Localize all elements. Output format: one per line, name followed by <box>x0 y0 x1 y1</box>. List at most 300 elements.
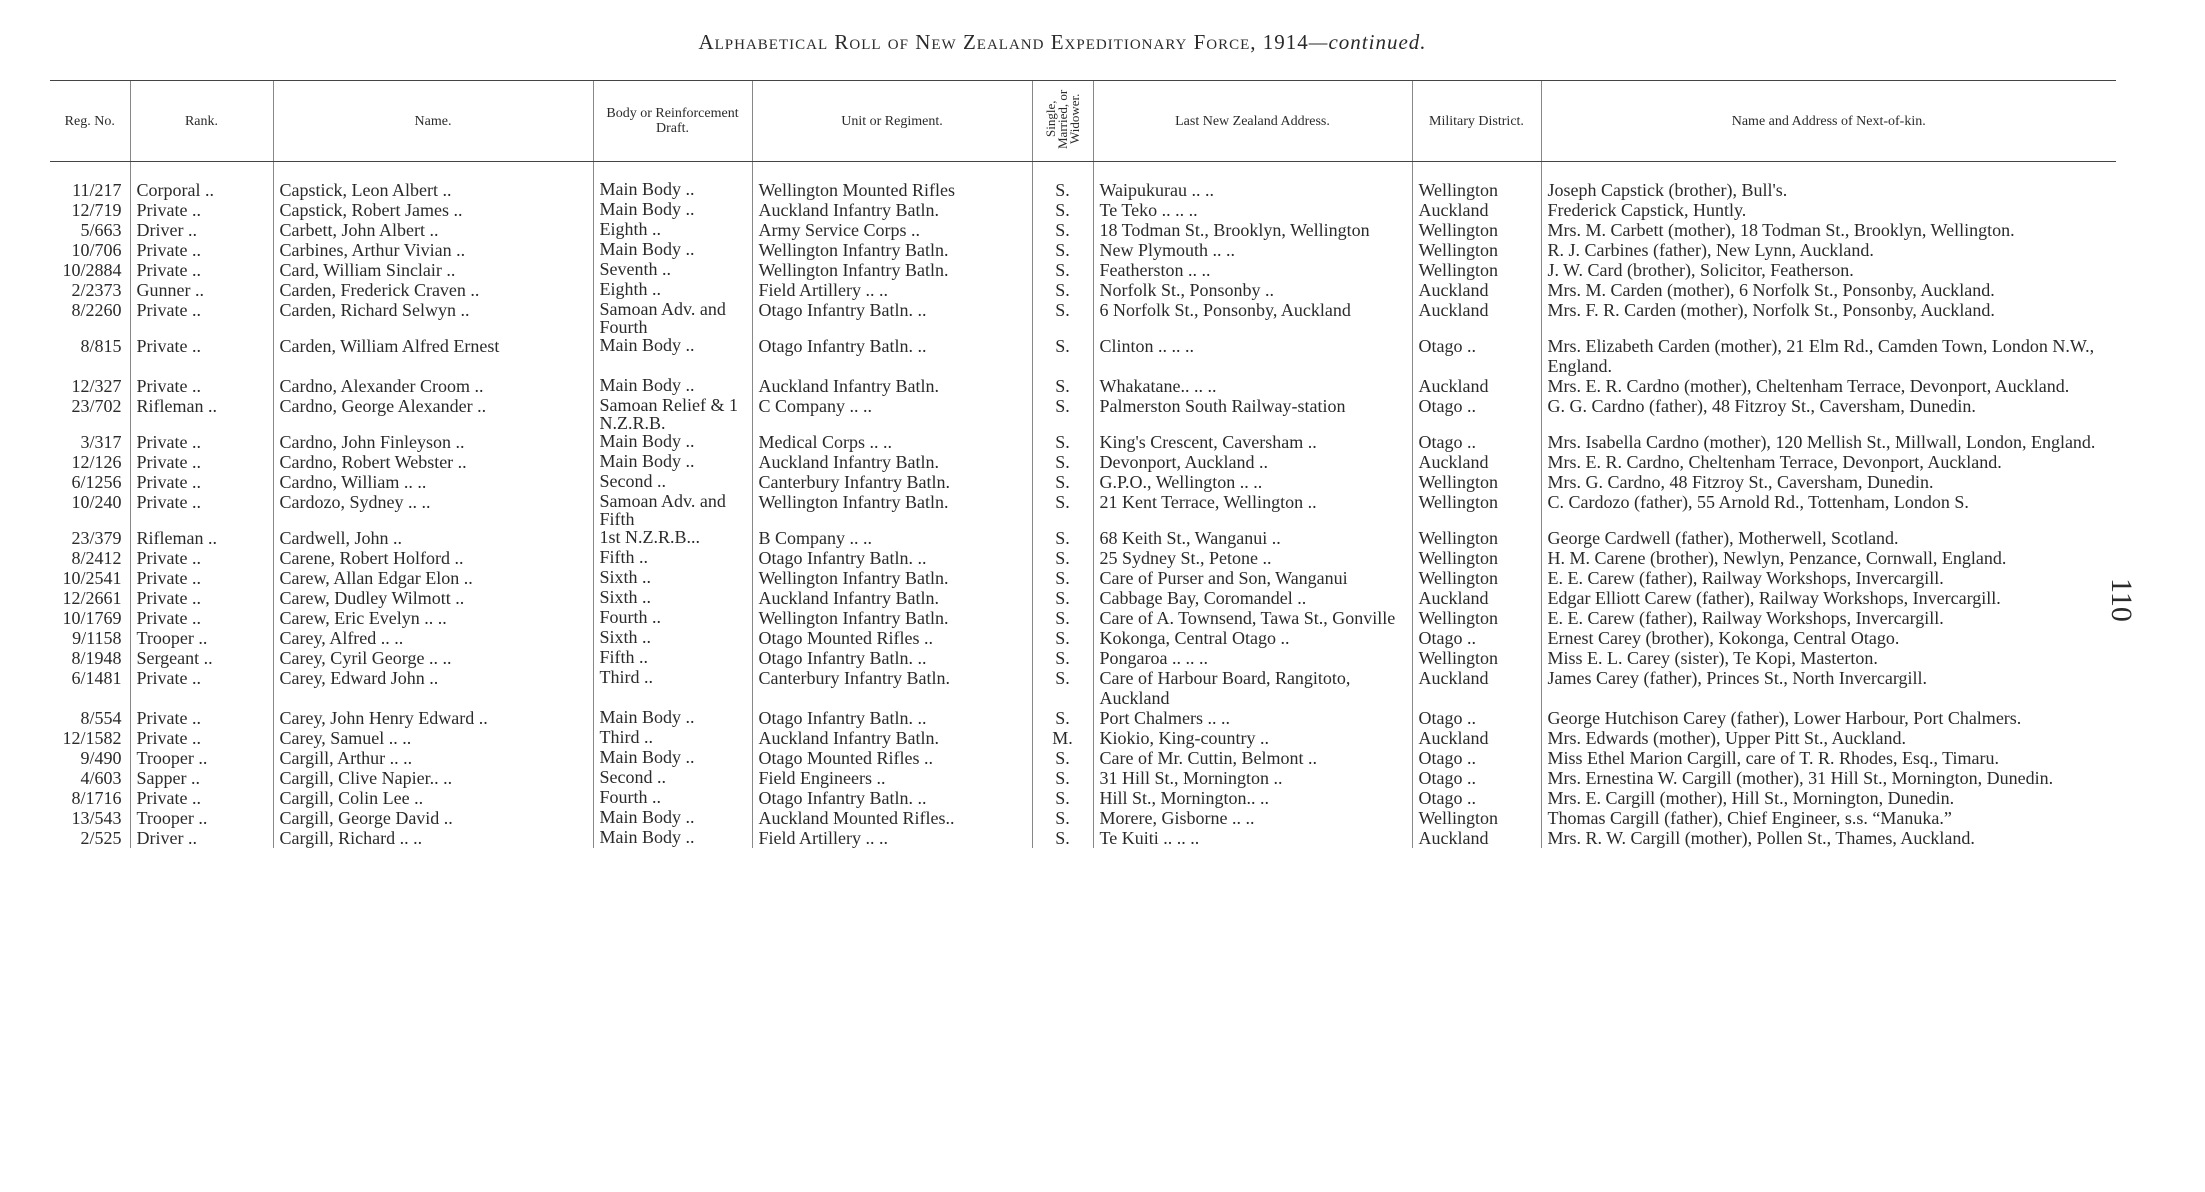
address-cell: 25 Sydney St., Petone .. <box>1093 548 1412 568</box>
table-row <box>50 432 2116 452</box>
table-row <box>50 336 2116 376</box>
unit-cell: Field Engineers .. <box>752 768 1032 788</box>
address-cell: Kokonga, Central Otago .. <box>1093 628 1412 648</box>
unit-cell: Wellington Infantry Batln. <box>752 492 1032 528</box>
col-header-body-draft: Body or Reinforcement Draft. <box>593 81 752 162</box>
name-cell: Carbett, John Albert .. <box>273 220 593 240</box>
address-cell: King's Crescent, Caversham .. <box>1093 432 1412 452</box>
address-cell: Te Kuiti .. .. .. <box>1093 828 1412 848</box>
unit-cell: Auckland Infantry Batln. <box>752 452 1032 472</box>
district-cell: Otago .. <box>1412 748 1541 768</box>
marital-status-cell: S. <box>1032 608 1093 628</box>
body-draft-cell: Third .. <box>593 728 752 748</box>
reg-no-cell: 6/1481 <box>71 668 122 688</box>
unit-cell: Otago Infantry Batln. .. <box>752 548 1032 568</box>
table-row <box>50 648 2116 668</box>
name-cell: Carene, Robert Holford .. <box>273 548 593 568</box>
name-cell: Carey, Cyril George .. .. <box>273 648 593 668</box>
table-row <box>50 260 2116 280</box>
district-cell: Otago .. <box>1412 708 1541 728</box>
name-cell: Carew, Dudley Wilmott .. <box>273 588 593 608</box>
rank-cell: Rifleman .. <box>130 528 273 548</box>
address-cell: 21 Kent Terrace, Wellington .. <box>1093 492 1412 528</box>
reg-no-cell: 12/2661 <box>62 588 122 608</box>
rank-cell: Private .. <box>130 608 273 628</box>
table-row <box>50 200 2116 220</box>
body-draft-cell: Samoan Adv. and Fifth <box>593 492 752 528</box>
body-draft-cell: Seventh .. <box>593 260 752 280</box>
rank-cell: Private .. <box>130 472 273 492</box>
address-cell: G.P.O., Wellington .. .. <box>1093 472 1412 492</box>
marital-status-cell: S. <box>1032 808 1093 828</box>
reg-no-cell: 8/554 <box>80 708 122 728</box>
next-of-kin-cell: Frederick Capstick, Huntly. <box>1541 200 2116 220</box>
reg-no-cell: 8/2260 <box>71 300 122 320</box>
marital-status-cell: S. <box>1032 300 1093 336</box>
body-draft-cell: Fourth .. <box>593 608 752 628</box>
reg-no-cell: 12/719 <box>71 200 122 220</box>
body-draft-cell: Sixth .. <box>593 588 752 608</box>
address-cell: Care of Purser and Son, Wanganui <box>1093 568 1412 588</box>
name-cell: Cargill, Colin Lee .. <box>273 788 593 808</box>
rank-cell: Private .. <box>130 376 273 396</box>
marital-status-cell: S. <box>1032 568 1093 588</box>
table-row <box>50 180 2116 200</box>
name-cell: Carden, Richard Selwyn .. <box>273 300 593 336</box>
table-row <box>50 492 2116 528</box>
name-cell: Cargill, Richard .. .. <box>273 828 593 848</box>
table-row <box>50 728 2116 748</box>
body-draft-cell: Fifth .. <box>593 648 752 668</box>
body-draft-cell: Fourth .. <box>593 788 752 808</box>
marital-status-cell: S. <box>1032 788 1093 808</box>
reg-no-cell: 8/2412 <box>71 548 122 568</box>
table-row <box>50 628 2116 648</box>
next-of-kin-cell: Mrs. F. R. Carden (mother), Norfolk St., Ponsonby, Auckland. <box>1541 300 2116 336</box>
marital-status-cell: S. <box>1032 336 1093 376</box>
table-row <box>50 788 2116 808</box>
unit-cell: Wellington Infantry Batln. <box>752 260 1032 280</box>
reg-no-cell: 12/1582 <box>62 728 122 748</box>
marital-status-cell: S. <box>1032 200 1093 220</box>
rank-cell: Driver .. <box>130 828 273 848</box>
marital-status-cell: S. <box>1032 588 1093 608</box>
reg-no-cell: 10/706 <box>71 240 122 260</box>
table-row <box>50 548 2116 568</box>
name-cell: Capstick, Robert James .. <box>273 200 593 220</box>
district-cell: Otago .. <box>1412 628 1541 648</box>
next-of-kin-cell: Mrs. E. R. Cardno (mother), Cheltenham Terrace, Devonport, Auckland. <box>1541 376 2116 396</box>
next-of-kin-cell: E. E. Carew (father), Railway Workshops, Invercargill. <box>1541 568 2116 588</box>
name-cell: Cargill, George David .. <box>273 808 593 828</box>
unit-cell: Wellington Infantry Batln. <box>752 240 1032 260</box>
table-row <box>50 708 2116 728</box>
col-header-reg-no: Reg. No. <box>50 81 130 162</box>
district-cell: Wellington <box>1412 568 1541 588</box>
name-cell: Cardwell, John .. <box>273 528 593 548</box>
table-row <box>50 452 2116 472</box>
page-title <box>0 30 2125 55</box>
table-row <box>50 396 2116 432</box>
reg-no-cell: 8/815 <box>80 336 122 356</box>
table-row <box>50 608 2116 628</box>
unit-cell: Wellington Mounted Rifles <box>752 180 1032 200</box>
reg-no-cell: 4/603 <box>80 768 122 788</box>
marital-status-cell: S. <box>1032 768 1093 788</box>
address-cell: Care of A. Townsend, Tawa St., Gonville <box>1093 608 1412 628</box>
table-row <box>50 300 2116 336</box>
district-cell: Auckland <box>1412 588 1541 608</box>
next-of-kin-cell: Mrs. Edwards (mother), Upper Pitt St., Auckland. <box>1541 728 2116 748</box>
marital-status-cell: S. <box>1032 220 1093 240</box>
body-draft-cell: Fifth .. <box>593 548 752 568</box>
name-cell: Cardno, Robert Webster .. <box>273 452 593 472</box>
marital-status-cell: S. <box>1032 708 1093 728</box>
title-main: Alphabetical Roll of New Zealand Expeditionary Force, 1914 <box>698 30 1309 54</box>
next-of-kin-cell: Mrs. E. R. Cardno, Cheltenham Terrace, Devonport, Auckland. <box>1541 452 2116 472</box>
address-cell: Port Chalmers .. .. <box>1093 708 1412 728</box>
rank-cell: Sergeant .. <box>130 648 273 668</box>
unit-cell: Otago Infantry Batln. .. <box>752 708 1032 728</box>
unit-cell: Medical Corps .. .. <box>752 432 1032 452</box>
marital-status-cell: S. <box>1032 472 1093 492</box>
unit-cell: Otago Infantry Batln. .. <box>752 648 1032 668</box>
reg-no-cell: 2/2373 <box>71 280 122 300</box>
district-cell: Auckland <box>1412 728 1541 748</box>
next-of-kin-cell: H. M. Carene (brother), Newlyn, Penzance, Cornwall, England. <box>1541 548 2116 568</box>
address-cell: Care of Harbour Board, Rangitoto, Auckland <box>1093 668 1412 708</box>
address-cell: Featherston .. .. <box>1093 260 1412 280</box>
unit-cell: Canterbury Infantry Batln. <box>752 472 1032 492</box>
body-draft-cell: Second .. <box>593 472 752 492</box>
next-of-kin-cell: J. W. Card (brother), Solicitor, Featherson. <box>1541 260 2116 280</box>
marital-status-cell: S. <box>1032 492 1093 528</box>
reg-no-cell: 10/2541 <box>62 568 122 588</box>
name-cell: Carey, John Henry Edward .. <box>273 708 593 728</box>
unit-cell: Auckland Mounted Rifles.. <box>752 808 1032 828</box>
district-cell: Wellington <box>1412 648 1541 668</box>
district-cell: Otago .. <box>1412 768 1541 788</box>
rank-cell: Private .. <box>130 200 273 220</box>
district-cell: Wellington <box>1412 260 1541 280</box>
rank-cell: Private .. <box>130 240 273 260</box>
name-cell: Cardno, William .. .. <box>273 472 593 492</box>
col-header-marital-status-text: Single, Married, or Widower. <box>1042 89 1082 149</box>
table-body <box>50 162 2116 849</box>
marital-status-cell: S. <box>1032 748 1093 768</box>
rank-cell: Private .. <box>130 588 273 608</box>
district-cell: Otago .. <box>1412 336 1541 376</box>
name-cell: Cardno, Alexander Croom .. <box>273 376 593 396</box>
reg-no-cell: 23/379 <box>71 528 122 548</box>
reg-no-cell: 9/1158 <box>72 628 122 648</box>
unit-cell: Auckland Infantry Batln. <box>752 376 1032 396</box>
district-cell: Otago .. <box>1412 788 1541 808</box>
unit-cell: C Company .. .. <box>752 396 1032 432</box>
marital-status-cell: S. <box>1032 648 1093 668</box>
unit-cell: Auckland Infantry Batln. <box>752 588 1032 608</box>
district-cell: Auckland <box>1412 668 1541 708</box>
marital-status-cell: S. <box>1032 628 1093 648</box>
name-cell: Cargill, Arthur .. .. <box>273 748 593 768</box>
body-draft-cell: Main Body .. <box>593 336 752 376</box>
reg-no-cell: 2/525 <box>80 828 122 848</box>
name-cell: Card, William Sinclair .. <box>273 260 593 280</box>
district-cell: Auckland <box>1412 452 1541 472</box>
table-row <box>50 588 2116 608</box>
table-row <box>50 568 2116 588</box>
reg-no-cell: 13/543 <box>71 808 122 828</box>
next-of-kin-cell: Mrs. Isabella Cardno (mother), 120 Mellish St., Millwall, London, England. <box>1541 432 2116 452</box>
body-draft-cell: Samoan Relief & 1 N.Z.R.B. <box>593 396 752 432</box>
reg-no-cell: 8/1716 <box>71 788 122 808</box>
marital-status-cell: S. <box>1032 528 1093 548</box>
reg-no-cell: 10/1769 <box>62 608 122 628</box>
name-cell: Carey, Alfred .. .. <box>273 628 593 648</box>
col-header-address: Last New Zealand Address. <box>1093 81 1412 162</box>
col-header-district: Military District. <box>1412 81 1541 162</box>
address-cell: 31 Hill St., Mornington .. <box>1093 768 1412 788</box>
rank-cell: Private .. <box>130 668 273 708</box>
address-cell: 18 Todman St., Brooklyn, Wellington <box>1093 220 1412 240</box>
unit-cell: Wellington Infantry Batln. <box>752 608 1032 628</box>
next-of-kin-cell: Mrs. R. W. Cargill (mother), Pollen St., Thames, Auckland. <box>1541 828 2116 848</box>
col-header-marital-status <box>1032 81 1093 162</box>
unit-cell: Otago Mounted Rifles .. <box>752 628 1032 648</box>
district-cell: Wellington <box>1412 608 1541 628</box>
address-cell: Palmerston South Railway-station <box>1093 396 1412 432</box>
reg-no-cell: 11/217 <box>72 180 122 200</box>
body-draft-cell: Main Body .. <box>593 708 752 728</box>
district-cell: Wellington <box>1412 240 1541 260</box>
name-cell: Carew, Eric Evelyn .. .. <box>273 608 593 628</box>
address-cell: Kiokio, King-country .. <box>1093 728 1412 748</box>
rank-cell: Private .. <box>130 568 273 588</box>
address-cell: Devonport, Auckland .. <box>1093 452 1412 472</box>
table-row <box>50 768 2116 788</box>
name-cell: Carden, Frederick Craven .. <box>273 280 593 300</box>
district-cell: Wellington <box>1412 548 1541 568</box>
page-number: 110 <box>2105 578 2138 622</box>
rank-cell: Sapper .. <box>130 768 273 788</box>
rank-cell: Rifleman .. <box>130 396 273 432</box>
next-of-kin-cell: George Hutchison Carey (father), Lower Harbour, Port Chalmers. <box>1541 708 2116 728</box>
district-cell: Wellington <box>1412 492 1541 528</box>
marital-status-cell: S. <box>1032 396 1093 432</box>
name-cell: Carbines, Arthur Vivian .. <box>273 240 593 260</box>
district-cell: Wellington <box>1412 472 1541 492</box>
rank-cell: Private .. <box>130 708 273 728</box>
next-of-kin-cell: Mrs. E. Cargill (mother), Hill St., Mornington, Dunedin. <box>1541 788 2116 808</box>
unit-cell: Canterbury Infantry Batln. <box>752 668 1032 708</box>
table-row <box>50 828 2116 848</box>
reg-no-cell: 12/126 <box>71 452 122 472</box>
rank-cell: Gunner .. <box>130 280 273 300</box>
title-suffix: —continued. <box>1308 30 1427 54</box>
address-cell: 6 Norfolk St., Ponsonby, Auckland <box>1093 300 1412 336</box>
body-draft-cell: Third .. <box>593 668 752 708</box>
next-of-kin-cell: Mrs. M. Carbett (mother), 18 Todman St., Brooklyn, Wellington. <box>1541 220 2116 240</box>
next-of-kin-cell: Thomas Cargill (father), Chief Engineer, s.s. “Manuka.” <box>1541 808 2116 828</box>
rank-cell: Private .. <box>130 260 273 280</box>
body-draft-cell: Eighth .. <box>593 280 752 300</box>
next-of-kin-cell: Mrs. G. Cardno, 48 Fitzroy St., Caversham, Dunedin. <box>1541 472 2116 492</box>
next-of-kin-cell: Mrs. Elizabeth Carden (mother), 21 Elm Rd., Camden Town, London N.W., England. <box>1541 336 2116 376</box>
unit-cell: Otago Infantry Batln. .. <box>752 788 1032 808</box>
rank-cell: Private .. <box>130 300 273 336</box>
name-cell: Cardno, George Alexander .. <box>273 396 593 432</box>
unit-cell: Wellington Infantry Batln. <box>752 568 1032 588</box>
body-draft-cell: Main Body .. <box>593 748 752 768</box>
body-draft-cell: Samoan Adv. and Fourth <box>593 300 752 336</box>
district-cell: Wellington <box>1412 528 1541 548</box>
marital-status-cell: S. <box>1032 180 1093 200</box>
reg-no-cell: 23/702 <box>71 396 122 416</box>
address-cell: Cabbage Bay, Coromandel .. <box>1093 588 1412 608</box>
address-cell: 68 Keith St., Wanganui .. <box>1093 528 1412 548</box>
marital-status-cell: S. <box>1032 452 1093 472</box>
address-cell: Pongaroa .. .. .. <box>1093 648 1412 668</box>
marital-status-cell: S. <box>1032 376 1093 396</box>
body-draft-cell: Second .. <box>593 768 752 788</box>
marital-status-cell: S. <box>1032 828 1093 848</box>
unit-cell: Otago Infantry Batln. .. <box>752 300 1032 336</box>
marital-status-cell: M. <box>1032 728 1093 748</box>
rank-cell: Trooper .. <box>130 628 273 648</box>
address-cell: Clinton .. .. .. <box>1093 336 1412 376</box>
unit-cell: Auckland Infantry Batln. <box>752 200 1032 220</box>
rank-cell: Private .. <box>130 548 273 568</box>
body-draft-cell: Main Body .. <box>593 828 752 848</box>
unit-cell: Otago Infantry Batln. .. <box>752 336 1032 376</box>
table-row <box>50 748 2116 768</box>
district-cell: Auckland <box>1412 828 1541 848</box>
rank-cell: Private .. <box>130 336 273 376</box>
unit-cell: Field Artillery .. .. <box>752 280 1032 300</box>
rank-cell: Private .. <box>130 788 273 808</box>
address-cell: Hill St., Mornington.. .. <box>1093 788 1412 808</box>
reg-no-cell: 8/1948 <box>71 648 122 668</box>
district-cell: Auckland <box>1412 200 1541 220</box>
body-draft-cell: Main Body .. <box>593 376 752 396</box>
district-cell: Wellington <box>1412 808 1541 828</box>
next-of-kin-cell: Joseph Capstick (brother), Bull's. <box>1541 180 2116 200</box>
marital-status-cell: S. <box>1032 548 1093 568</box>
table-header <box>50 81 2116 162</box>
next-of-kin-cell: George Cardwell (father), Motherwell, Scotland. <box>1541 528 2116 548</box>
address-cell: Te Teko .. .. .. <box>1093 200 1412 220</box>
address-cell: Whakatane.. .. .. <box>1093 376 1412 396</box>
reg-no-cell: 10/2884 <box>62 260 122 280</box>
rank-cell: Driver .. <box>130 220 273 240</box>
rank-cell: Corporal .. <box>130 180 273 200</box>
body-draft-cell: Main Body .. <box>593 432 752 452</box>
body-draft-cell: 1st N.Z.R.B... <box>593 528 752 548</box>
address-cell: Morere, Gisborne .. .. <box>1093 808 1412 828</box>
reg-no-cell: 12/327 <box>71 376 122 396</box>
name-cell: Capstick, Leon Albert .. <box>273 180 593 200</box>
district-cell: Wellington <box>1412 220 1541 240</box>
marital-status-cell: S. <box>1032 432 1093 452</box>
col-header-name: Name. <box>273 81 593 162</box>
rank-cell: Private .. <box>130 728 273 748</box>
name-cell: Carew, Allan Edgar Elon .. <box>273 568 593 588</box>
next-of-kin-cell: G. G. Cardno (father), 48 Fitzroy St., Caversham, Dunedin. <box>1541 396 2116 432</box>
next-of-kin-cell: Mrs. M. Carden (mother), 6 Norfolk St., Ponsonby, Auckland. <box>1541 280 2116 300</box>
name-cell: Carey, Edward John .. <box>273 668 593 708</box>
body-draft-cell: Main Body .. <box>593 808 752 828</box>
name-cell: Cargill, Clive Napier.. .. <box>273 768 593 788</box>
table-row <box>50 280 2116 300</box>
next-of-kin-cell: Miss E. L. Carey (sister), Te Kopi, Masterton. <box>1541 648 2116 668</box>
next-of-kin-cell: R. J. Carbines (father), New Lynn, Auckland. <box>1541 240 2116 260</box>
next-of-kin-cell: C. Cardozo (father), 55 Arnold Rd., Tottenham, London S. <box>1541 492 2116 528</box>
body-draft-cell: Sixth .. <box>593 628 752 648</box>
district-cell: Auckland <box>1412 376 1541 396</box>
body-draft-cell: Main Body .. <box>593 200 752 220</box>
rank-cell: Private .. <box>130 452 273 472</box>
body-draft-cell: Main Body .. <box>593 180 752 200</box>
reg-no-cell: 5/663 <box>80 220 122 240</box>
rank-cell: Private .. <box>130 432 273 452</box>
name-cell: Carey, Samuel .. .. <box>273 728 593 748</box>
unit-cell: Auckland Infantry Batln. <box>752 728 1032 748</box>
district-cell: Otago .. <box>1412 432 1541 452</box>
table-row <box>50 472 2116 492</box>
table-row <box>50 808 2116 828</box>
name-cell: Cardozo, Sydney .. .. <box>273 492 593 528</box>
body-draft-cell: Eighth .. <box>593 220 752 240</box>
next-of-kin-cell: Ernest Carey (brother), Kokonga, Central Otago. <box>1541 628 2116 648</box>
table-row <box>50 376 2116 396</box>
district-cell: Auckland <box>1412 300 1541 336</box>
col-header-next-of-kin: Name and Address of Next-of-kin. <box>1541 81 2116 162</box>
name-cell: Cardno, John Finleyson .. <box>273 432 593 452</box>
reg-no-cell: 9/490 <box>80 748 122 768</box>
marital-status-cell: S. <box>1032 280 1093 300</box>
unit-cell: B Company .. .. <box>752 528 1032 548</box>
col-header-unit: Unit or Regiment. <box>752 81 1032 162</box>
body-draft-cell: Main Body .. <box>593 452 752 472</box>
district-cell: Wellington <box>1412 180 1541 200</box>
body-draft-cell: Main Body .. <box>593 240 752 260</box>
reg-no-cell: 3/317 <box>80 432 122 452</box>
next-of-kin-cell: Mrs. Ernestina W. Cargill (mother), 31 Hill St., Mornington, Dunedin. <box>1541 768 2116 788</box>
body-draft-cell: Sixth .. <box>593 568 752 588</box>
col-header-rank: Rank. <box>130 81 273 162</box>
table-row <box>50 240 2116 260</box>
rank-cell: Trooper .. <box>130 748 273 768</box>
unit-cell: Otago Mounted Rifles .. <box>752 748 1032 768</box>
unit-cell: Field Artillery .. .. <box>752 828 1032 848</box>
address-cell: Care of Mr. Cuttin, Belmont .. <box>1093 748 1412 768</box>
next-of-kin-cell: Edgar Elliott Carew (father), Railway Workshops, Invercargill. <box>1541 588 2116 608</box>
next-of-kin-cell: Miss Ethel Marion Cargill, care of T. R. Rhodes, Esq., Timaru. <box>1541 748 2116 768</box>
table-row <box>50 528 2116 548</box>
table-row <box>50 668 2116 708</box>
table-row <box>50 220 2116 240</box>
reg-no-cell: 10/240 <box>71 492 122 512</box>
roll-table <box>50 80 2116 848</box>
address-cell: Waipukurau .. .. <box>1093 180 1412 200</box>
rank-cell: Trooper .. <box>130 808 273 828</box>
address-cell: Norfolk St., Ponsonby .. <box>1093 280 1412 300</box>
district-cell: Auckland <box>1412 280 1541 300</box>
district-cell: Otago .. <box>1412 396 1541 432</box>
marital-status-cell: S. <box>1032 668 1093 708</box>
marital-status-cell: S. <box>1032 260 1093 280</box>
marital-status-cell: S. <box>1032 240 1093 260</box>
